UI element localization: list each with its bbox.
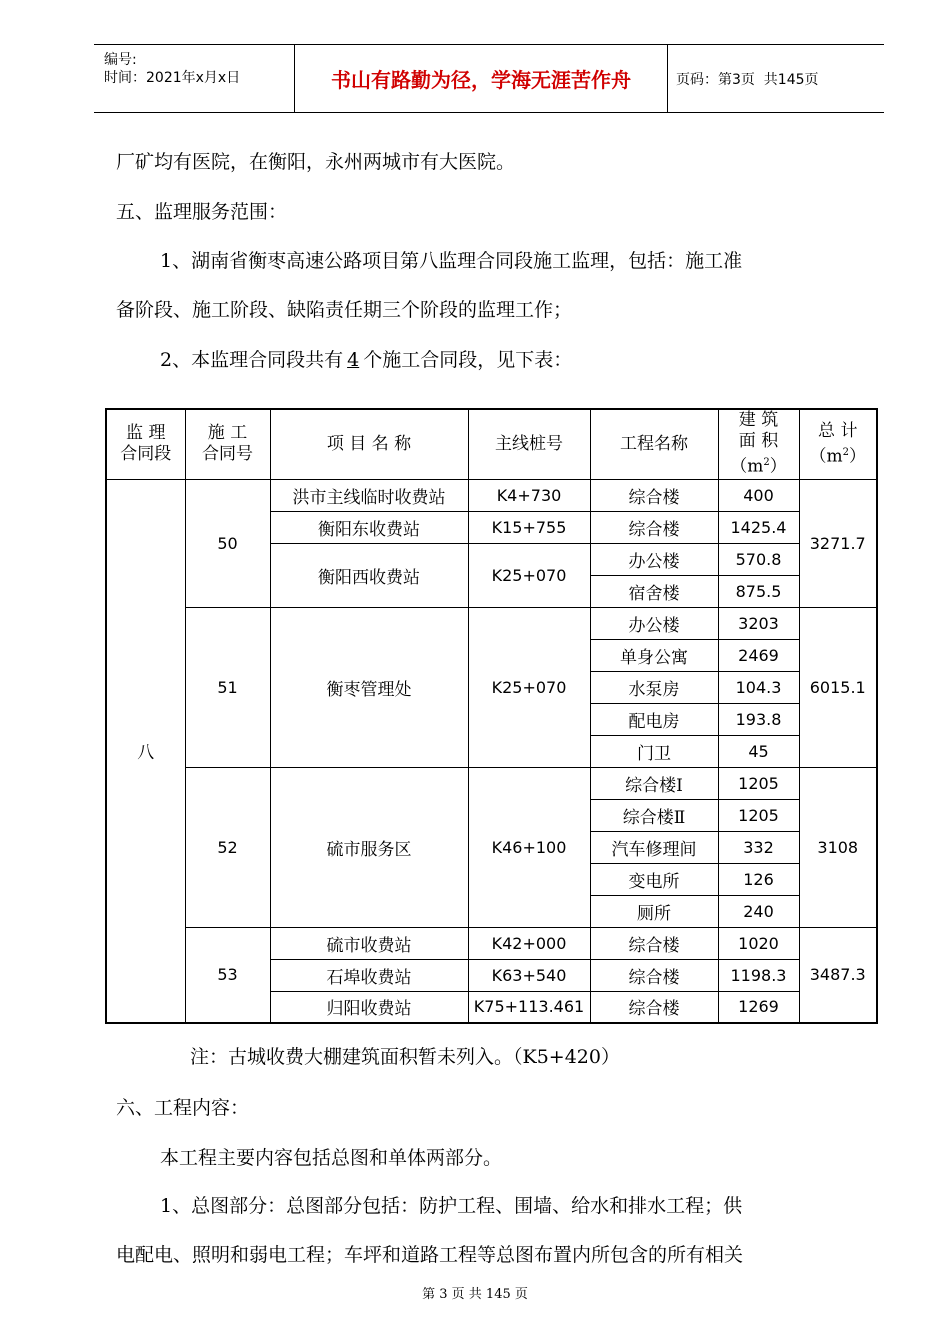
- building-cell: 汽车修理间: [590, 831, 718, 863]
- stake-cell: K25+070: [468, 543, 590, 607]
- total-cell: 3487.3: [799, 927, 877, 1023]
- paragraph-hospitals: 厂矿均有医院，在衡阳，永州两城市有大医院。: [116, 151, 516, 173]
- area-cell: 400: [718, 479, 799, 511]
- project-cell: 归阳收费站: [270, 991, 468, 1023]
- project-cell: 衡阳西收费站: [270, 543, 468, 607]
- project-cell: 硫市服务区: [270, 767, 468, 927]
- building-cell: 宿舍楼: [590, 575, 718, 607]
- contract-cell: 50: [185, 479, 270, 607]
- stake-cell: K15+755: [468, 511, 590, 543]
- building-cell: 单身公寓: [590, 639, 718, 671]
- building-cell: 综合楼: [590, 927, 718, 959]
- building-cell: 综合楼Ⅱ: [590, 799, 718, 831]
- building-cell: 厕所: [590, 895, 718, 927]
- header-meta: [94, 45, 294, 112]
- stake-cell: K75+113.461: [468, 991, 590, 1023]
- area-cell: 1198.3: [718, 959, 799, 991]
- building-cell: 综合楼Ⅰ: [590, 767, 718, 799]
- header-page-info: [676, 45, 884, 112]
- building-cell: 综合楼: [590, 511, 718, 543]
- project-cell: 洪市主线临时收费站: [270, 479, 468, 511]
- contract-cell: 52: [185, 767, 270, 927]
- header-total: 总 计 $(m^2)$: [799, 409, 877, 479]
- table-row: [106, 607, 877, 639]
- table-note: 注：古城收费大棚建筑面积暂未列入。（K5+420）: [190, 1046, 620, 1068]
- item2-line: [160, 348, 572, 372]
- stake-cell: K46+100: [468, 767, 590, 927]
- area-cell: 3203: [718, 607, 799, 639]
- area-cell: 2469: [718, 639, 799, 671]
- building-cell: 综合楼: [590, 991, 718, 1023]
- table-row: [106, 479, 877, 511]
- page-footer: 第 3 页 共 145 页: [422, 1287, 528, 1302]
- area-cell: 1020: [718, 927, 799, 959]
- table-row: [106, 927, 877, 959]
- header-contract-no: 施 工 合同号: [185, 409, 270, 479]
- building-cell: 综合楼: [590, 479, 718, 511]
- building-cell: 办公楼: [590, 607, 718, 639]
- area-cell: 104.3: [718, 671, 799, 703]
- page-label: 页码：第3页 共145页: [676, 71, 819, 88]
- area-cell: 1425.4: [718, 511, 799, 543]
- contract-cell: 53: [185, 927, 270, 1023]
- building-cell: 综合楼: [590, 959, 718, 991]
- area-cell: 193.8: [718, 703, 799, 735]
- building-cell: 办公楼: [590, 543, 718, 575]
- contract-table: [105, 408, 878, 1024]
- project-cell: 石埠收费站: [270, 959, 468, 991]
- stake-cell: K25+070: [468, 607, 590, 767]
- code-label: 编号:: [104, 52, 137, 68]
- area-cell: 570.8: [718, 543, 799, 575]
- project-cell: 衡枣管理处: [270, 607, 468, 767]
- item1-line2: 备阶段、施工阶段、缺陷责任期三个阶段的监理工作；: [116, 299, 573, 321]
- content-item1-line2: 电配电、照明和弱电工程；车坪和道路工程等总图布置内所包含的所有相关: [116, 1244, 744, 1266]
- total-cell: 3271.7: [799, 479, 877, 607]
- content-intro: 本工程主要内容包括总图和单体两部分。: [160, 1147, 503, 1169]
- section-heading-5: 五、监理服务范围：: [116, 201, 288, 223]
- total-cell: 6015.1: [799, 607, 877, 767]
- project-cell: 硫市收费站: [270, 927, 468, 959]
- stake-cell: K4+730: [468, 479, 590, 511]
- table-row: [106, 767, 877, 799]
- area-cell: 1205: [718, 767, 799, 799]
- content-item1-line1: 1、总图部分：总图部分包括：防护工程、围墙、给水和排水工程；供: [160, 1195, 743, 1217]
- header-building-name: 工程名称: [590, 409, 718, 479]
- header-supervision-section: 监 理 合同段: [106, 409, 185, 479]
- item2-suffix: 个施工合同段，见下表：: [363, 349, 573, 371]
- total-cell: 3108: [799, 767, 877, 927]
- header-project-name: 项 目 名 称: [270, 409, 468, 479]
- area-cell: 875.5: [718, 575, 799, 607]
- supervision-section-cell: 八: [106, 479, 185, 1023]
- area-cell: 45: [718, 735, 799, 767]
- building-cell: 配电房: [590, 703, 718, 735]
- header-motto: 书山有路勤为径，学海无涯苦作舟: [294, 45, 668, 112]
- building-cell: 水泵房: [590, 671, 718, 703]
- stake-cell: K42+000: [468, 927, 590, 959]
- item2-prefix: 2、本监理合同段共有: [160, 349, 344, 371]
- area-cell: 126: [718, 863, 799, 895]
- page-header: [94, 44, 884, 113]
- building-cell: 变电所: [590, 863, 718, 895]
- contract-cell: 51: [185, 607, 270, 767]
- item2-count: 4: [347, 349, 360, 371]
- time-label: 时间：2021年x月x日: [104, 70, 241, 86]
- area-cell: 1269: [718, 991, 799, 1023]
- area-cell: 240: [718, 895, 799, 927]
- item1-line1: 1、湖南省衡枣高速公路项目第八监理合同段施工监理，包括：施工准: [160, 250, 743, 272]
- building-cell: 门卫: [590, 735, 718, 767]
- stake-cell: K63+540: [468, 959, 590, 991]
- header-floor-area: 建 筑 面 积 $(m^2)$: [718, 409, 799, 479]
- table-header-row: [106, 409, 877, 479]
- section-heading-6: 六、工程内容：: [116, 1097, 250, 1119]
- header-stake: 主线桩号: [468, 409, 590, 479]
- area-cell: 332: [718, 831, 799, 863]
- project-cell: 衡阳东收费站: [270, 511, 468, 543]
- area-cell: 1205: [718, 799, 799, 831]
